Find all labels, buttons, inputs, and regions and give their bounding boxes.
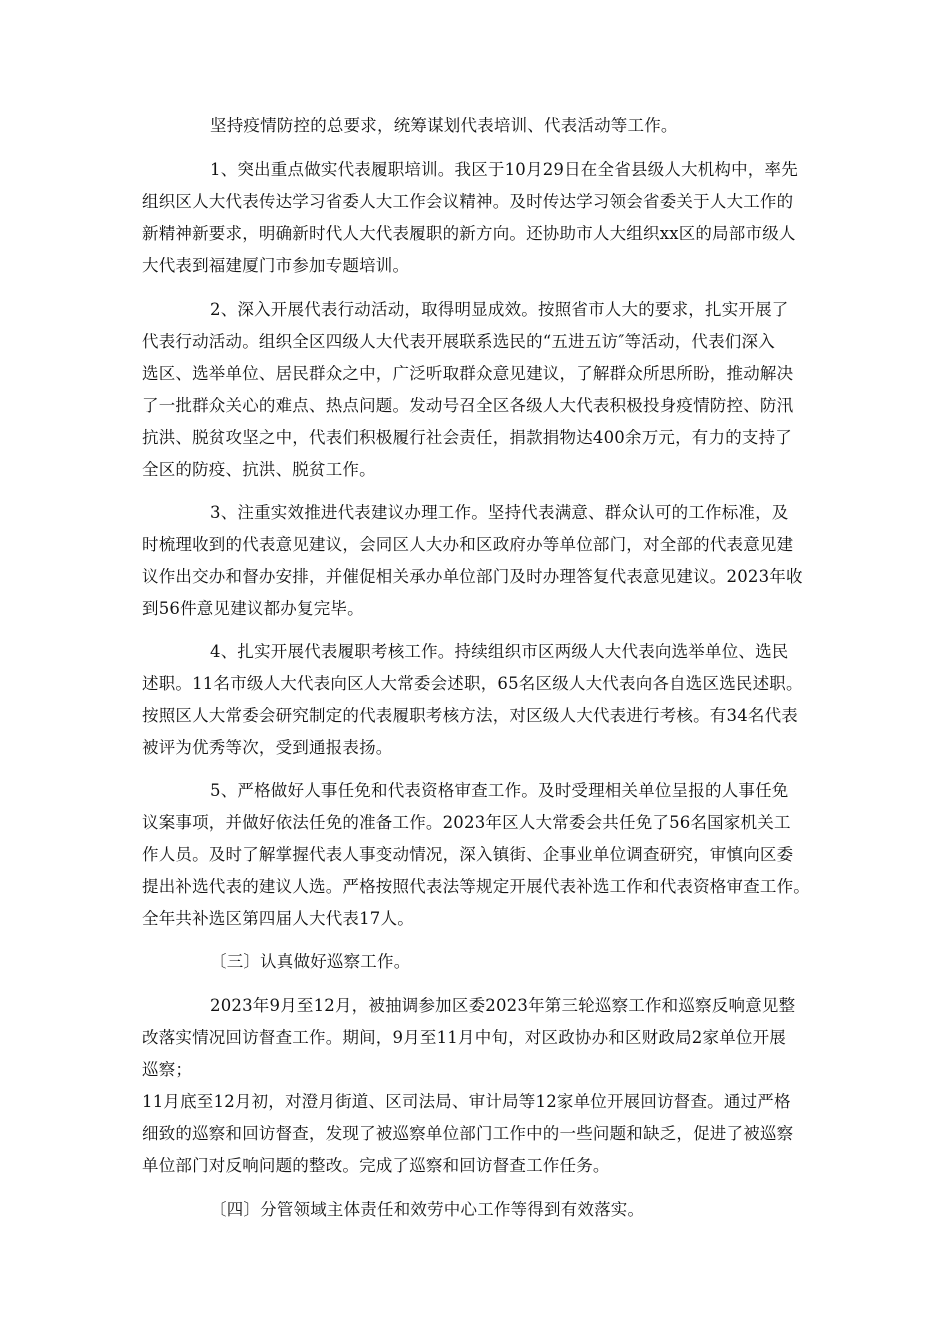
paragraph-line: 细致的巡察和回访督查，发现了被巡察单位部门工作中的一些问题和缺乏，促进了被巡察 [142,1124,794,1143]
paragraph-line: 选区、选举单位、居民群众之中，广泛听取群众意见建议，了解群众所思所盼，推动解决 [142,364,794,383]
paragraph-line: 4、扎实开展代表履职考核工作。持续组织市区两级人大代表向选举单位、选民 [210,642,789,661]
paragraph-line: 全区的防疫、抗洪、脱贫工作。 [142,460,376,479]
paragraph-line: 议案事项，并做好依法任免的准备工作。2023年区人大常委会共任免了56名国家机关工 [142,813,791,832]
paragraph-line: 单位部门对反响问题的整改。完成了巡察和回访督查工作任务。 [142,1156,610,1175]
paragraph-line: 3、注重实效推进代表建议办理工作。坚持代表满意、群众认可的工作标准，及 [210,503,789,522]
paragraph-line: 述职。11名市级人大代表向区人大常委会述职，65名区级人大代表向各自选区选民述职。 [142,674,803,693]
paragraph-line: 按照区人大常委会研究制定的代表履职考核方法，对区级人大代表进行考核。有34名代表 [142,706,798,725]
paragraph-line: 议作出交办和督办安排，并催促相关承办单位部门及时办理答复代表意见建议。2023年收 [142,567,803,586]
paragraph-line: 巡察； [142,1060,193,1079]
paragraph-line: 时梳理收到的代表意见建议，会同区人大办和区政府办等单位部门，对全部的代表意见建 [142,535,794,554]
paragraph-line: 提出补选代表的建议人选。严格按照代表法等规定开展代表补选工作和代表资格审查工作。 [142,877,810,896]
paragraph-line: 5、严格做好人事任免和代表资格审查工作。及时受理相关单位呈报的人事任免 [210,781,789,800]
paragraph-line: 改落实情况回访督查工作。期间，9月至11月中旬，对区政协办和区财政局2家单位开展 [142,1028,786,1047]
paragraph-line: 作人员。及时了解掌握代表人事变动情况，深入镇街、企事业单位调查研究，审慎向区委 [142,845,794,864]
paragraph-line: 到56件意见建议都办复完毕。 [142,599,364,618]
paragraph-line: 11月底至12月初，对澄月街道、区司法局、审计局等12家单位开展回访督查。通过严格 [142,1092,791,1111]
paragraph-line: 了一批群众关心的难点、热点问题。发动号召全区各级人大代表积极投身疫情防控、防汛 [142,396,794,415]
paragraph-line: 组织区人大代表传达学习省委人大工作会议精神。及时传达学习领会省委关于人大工作的 [142,192,794,211]
paragraph-line: 被评为优秀等次，受到通报表扬。 [142,738,393,757]
paragraph-line: 2023年9月至12月，被抽调参加区委2023年第三轮巡察工作和巡察反响意见整 [210,996,796,1015]
paragraph-line: 2、深入开展代表行动活动，取得明显成效。按照省市人大的要求，扎实开展了 [210,300,789,319]
section-heading-3: 〔三〕认真做好巡察工作。 [210,952,411,971]
paragraph-line: 全年共补选区第四届人大代表17人。 [142,909,414,928]
paragraph-line: 大代表到福建厦门市参加专题培训。 [142,256,410,275]
paragraph-line: 坚持疫情防控的总要求，统筹谋划代表培训、代表活动等工作。 [210,116,678,135]
section-heading-4: 〔四〕分管领域主体责任和效劳中心工作等得到有效落实。 [210,1200,645,1219]
paragraph-line: 代表行动活动。组织全区四级人大代表开展联系选民的“五进五访″等活动，代表们深入 [142,332,775,351]
paragraph-line: 抗洪、脱贫攻坚之中，代表们积极履行社会责任，捐款捐物达400余万元，有力的支持了 [142,428,792,447]
paragraph-line: 1、突出重点做实代表履职培训。我区于10月29日在全省县级人大机构中，率先 [210,160,798,179]
paragraph-line: 新精神新要求，明确新时代人大代表履职的新方向。还协助市人大组织xx区的局部市级人 [142,224,796,243]
